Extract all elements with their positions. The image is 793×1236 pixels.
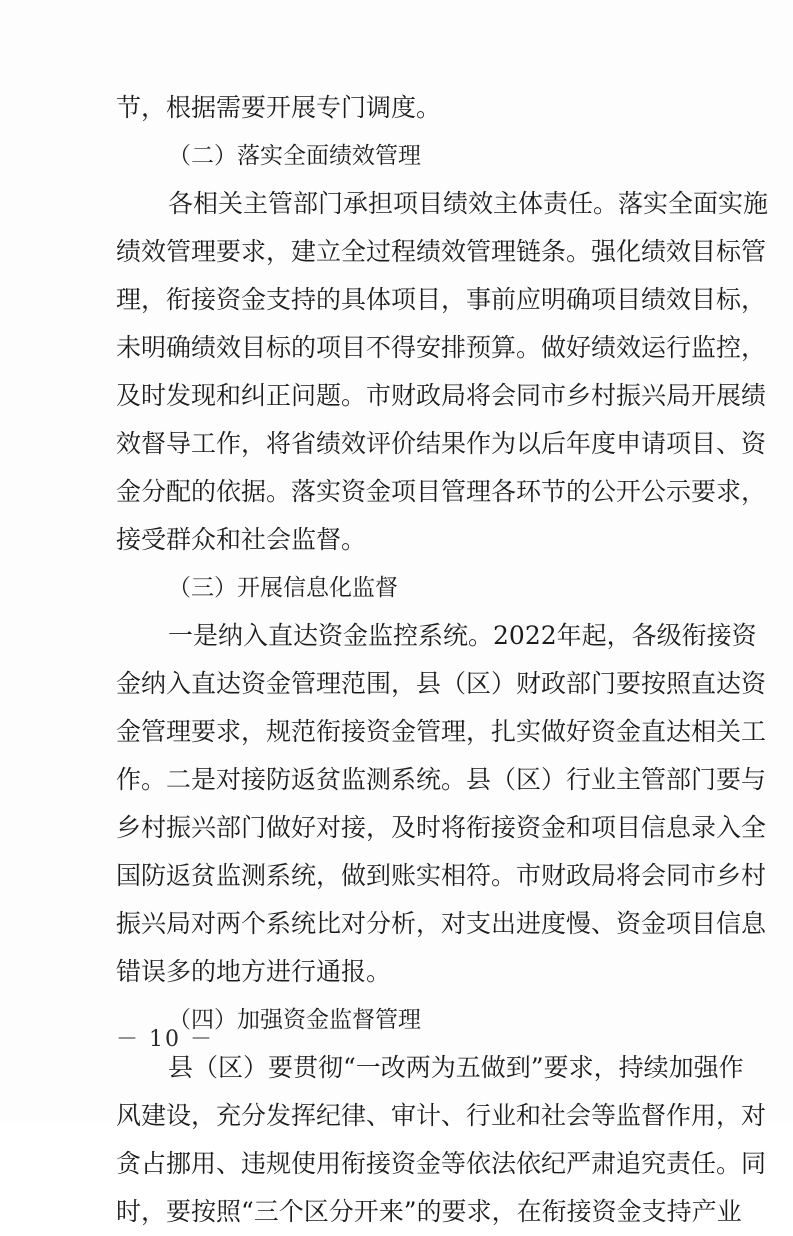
body-line: 乡村振兴部门做好对接，及时将衔接资金和项目信息录入全: [116, 813, 767, 842]
section-heading-2: （二）落实全面绩效管理: [168, 143, 421, 169]
document-body: [116, 84, 769, 1236]
body-line: 作。二是对接防返贫监测系统。县（区）行业主管部门要与: [116, 765, 767, 794]
body-line: 节，根据需要开展专门调度。: [116, 93, 442, 122]
body-line: 错误多的地方进行通报。: [116, 957, 392, 986]
body-line: 一是纳入直达资金监控系统。2022年起，各级衔接资: [168, 621, 757, 650]
body-line: 县（区）要贯彻“一改两为五做到”要求，持续加强作: [168, 1053, 744, 1082]
body-line: 未明确绩效目标的项目不得安排预算。做好绩效运行监控，: [116, 333, 767, 362]
body-line: 振兴局对两个系统比对分析，对支出进度慢、资金项目信息: [116, 909, 767, 938]
body-line: 时，要按照“三个区分开来”的要求，在衔接资金支持产业: [116, 1197, 742, 1226]
section-heading-4: （四）加强资金监督管理: [168, 1007, 421, 1033]
section-heading-3: （三）开展信息化监督: [168, 575, 398, 601]
body-line: 风建设，充分发挥纪律、审计、行业和社会等监督作用，对: [116, 1101, 767, 1130]
body-line: 理，衔接资金支持的具体项目，事前应明确项目绩效目标，: [116, 285, 767, 314]
body-line: 贪占挪用、违规使用衔接资金等依法依纪严肃追究责任。同: [116, 1149, 767, 1178]
body-line: 效督导工作，将省绩效评价结果作为以后年度申请项目、资: [116, 429, 767, 458]
body-line: 金纳入直达资金管理范围，县（区）财政部门要按照直达资: [116, 669, 767, 698]
body-line: 金管理要求，规范衔接资金管理，扎实做好资金直达相关工: [116, 717, 767, 746]
body-line: 绩效管理要求，建立全过程绩效管理链条。强化绩效目标管: [116, 237, 767, 266]
body-line: 接受群众和社会监督。: [116, 525, 367, 554]
body-line: 金分配的依据。落实资金项目管理各环节的公开公示要求，: [116, 477, 767, 506]
body-line: 国防返贫监测系统，做到账实相符。市财政局将会同市乡村: [116, 861, 767, 890]
page-number: － 10 －: [116, 1027, 214, 1052]
body-line: 各相关主管部门承担项目绩效主体责任。落实全面实施: [168, 189, 769, 218]
body-line: 及时发现和纠正问题。市财政局将会同市乡村振兴局开展绩: [116, 381, 767, 410]
